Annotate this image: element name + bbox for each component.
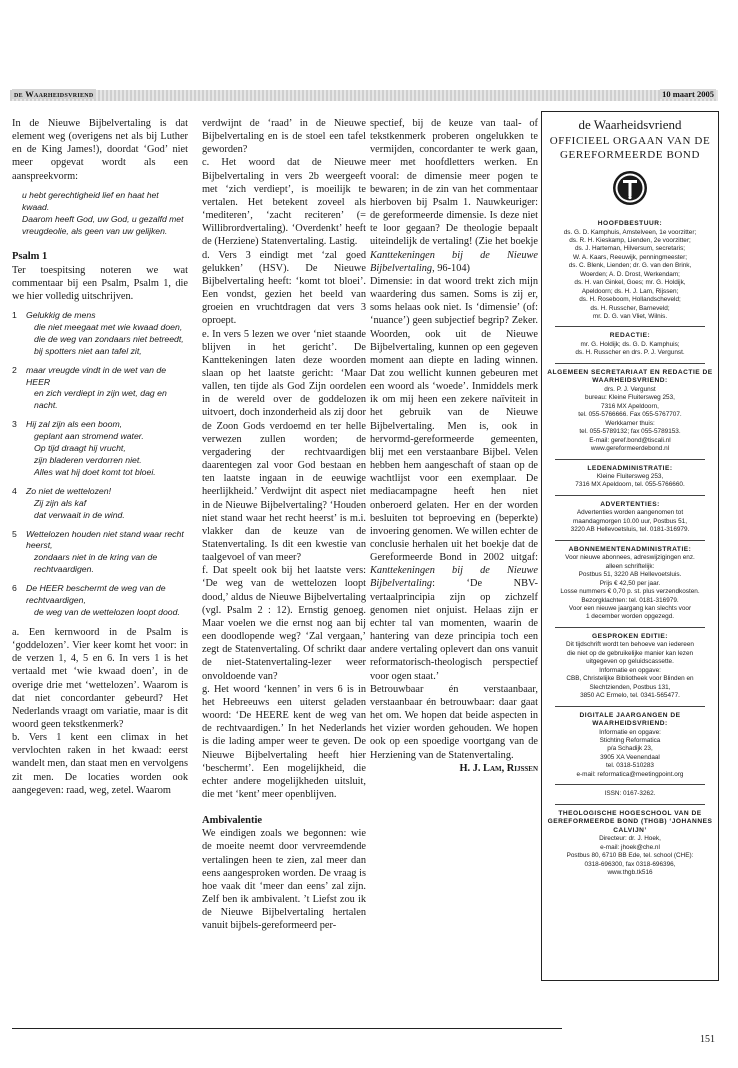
colophon-line: 3850 AC Ermelo, tel. 0341-565477. [580,692,680,700]
colophon-line: Prijs € 42,50 per jaar. [599,579,661,587]
verse-line: en zich verdiept in zijn wet, dag en nacht. [34,388,167,411]
colophon-section-heading: DIGITALE JAARGANGEN DE WAARHEIDSVRIEND: [579,711,681,728]
article-column-1 [12,117,188,797]
colophon-line: drs. P. J. Vergunst [604,385,656,393]
colophon-section [547,369,713,454]
dimension-paragraph: Dimensie: in dat woord trekt zich mijn waardering dus samen. Soms is zij er, soms helaas ook niet. Is ‘dimensie’ (of: ‘nuance’) geen subjectief begrip? Zeker. Woorden, ook uit de Nieuwe Bijbelvertaling, kunnen op een gegeven moment aan diepte en lading winnen. Dat zou wellicht kunnen gebeuren met een woord als ‘woede’. Inmiddels merk ik om mij heen een zekere naïviteit in het gebruik van de Nieuwe Bijbelvertaling. Men is, ook in hervormd-gereformeerde gemeenten, blij met een verstaanbare Bijbel. Velen hebben hem aangeschaft of staan op de wachtlijst voor een exemplaar. De mediacampagne heeft hen niet onberoerd gelaten. Her en der worden besluiten tot beproeving en (beperkte) invoering genomen. We willen echter de conclusie herhalen uit het boekje dat de Gereformeerde Bond in 2002 uitgaf: Kanttekeningen bij de Nieuwe Bijbelvertaling: ‘De NBV-vertaalprincipia zijn op zichzelf genomen niet onjuist. Helaas zijn er echter tal van momenten, waarin de hantering van deze principia toch een andere vertaling oplevert dan ons vanuit reformatorisch-theologisch perspectief voor ogen staat.’ [370,275,538,682]
colophon-line: E-mail: geref.bond@tiscali.nl [589,436,671,444]
verse-number: 4 [12,485,17,496]
colophon-line: Slechtzienden, Postbus 131, [589,683,671,691]
colophon-line: ds. H. Roseboom, Hollandscheveld; [579,296,681,304]
colophon-line: CBB, Christelijke Bibliotheek voor Blinden en [566,675,694,683]
colophon-line: maandagmorgen 10.00 uur, Postbus 51, [572,517,688,525]
colophon-line: tel. 055-5766666. Fax 055-5767707. [578,411,682,419]
verse-line: Alles wat hij doet komt tot bloei. [34,466,156,477]
verse-line: maar vreugde vindt in de wet van de HEER [26,364,167,387]
book-title: Kanttekeningen bij de Nieuwe Bijbelvertaling [370,565,538,590]
colophon-section-heading: ADVERTENTIES: [600,500,660,508]
colophon-line: 1 december worden opgezegd. [585,613,675,621]
colophon-section [547,465,713,490]
colophon-line: mr. G. Holdijk; ds. G. D. Kamphuis; [580,340,680,348]
gereformeerde-bond-logo-icon [612,170,648,206]
colophon-line: Postbus 80, 6710 BB Ede, tel. school (CHE): [566,852,694,860]
masthead: de Waarheidsvriend [14,89,94,99]
page-header [10,90,718,101]
subtitle-line: OFFICIEEL ORGAAN VAN DE [549,135,711,147]
comment-item-f: f. Dat speelt ook bij het laatste vers: ‘De weg van de wettelozen loopt dood,’ aldus de Nieuwe Bijbelvertaling (vgl. Psalm 2 : 12). Ernstig genoeg. Maar voelen we die ernst nog aan bij een doodlopende weg? ‘Zal vergaan,’ zegt de Statenvertaling. Of schrikt daar de niet-Statenvertaling-lezer weer onvoldoende van? [202,565,366,682]
colophon-line: e-mail: reformatica@meetingpoint.org [576,770,684,778]
comment-item-b: b. Vers 1 kent een climax in het vervlochten raken in het kwaad: eerst wandelt men, dan staat men en vervolgens zit men. De locaties worden ook aangegeven: raad, weg, zetel. Waarom [12,732,188,796]
colophon-section-heading: ALGEMEEN SECRETARIAAT EN REDACTIE DE WAARHEIDSVRIEND: [547,368,713,385]
page-number: 151 [700,1034,715,1045]
section-divider [555,706,705,707]
colophon-line: Informatie en opgave: [599,666,661,674]
colophon-line: 3905 XA Veenendaal [600,753,660,761]
section-heading-psalm-1: Psalm 1 [12,251,48,263]
verse-line: die niet meegaat met wie kwaad doen, [34,321,183,332]
colophon-line: ds. C. Blenk, Lienden; dr. G. van den Brink, [568,262,692,270]
psalm-verse [12,583,188,619]
colophon-line: 7316 MX Apeldoorn, tel. 055-5766660. [575,481,685,489]
colophon-line: Stichting Reformatica [599,737,661,745]
colophon-section [547,332,713,357]
section-heading-ambivalentie: Ambivalentie [202,815,263,827]
intro-paragraph: In de Nieuwe Bijbelvertaling is dat element weg (overigens net als bij Luther en de King James!), doordat ‘God’ niet meer opgevat wordt als een aanspreekvorm: [12,118,188,182]
colophon-line: 7316 MX Apeldoorn, [601,402,659,410]
verse-line: zijn bladeren verdorren niet. [34,455,142,465]
verse-number: 6 [12,583,17,594]
psalm-verse [12,529,188,577]
verse-line: Wettelozen houden niet stand waar recht heerst, [26,528,184,551]
psalm-intro-paragraph: Ter toespitsing noteren we wat commentaar bij een Psalm, Psalm 1, die we hier volledig uitschrijven. [12,264,188,302]
colophon-line: Kleine Fluitersweg 253, [596,473,664,481]
colophon-line: Apeldoorn; ds. H. J. Lam, Rijssen; [581,287,679,295]
colophon-line: ds. R. H. Kieskamp, Lienden, 2e voorzitter; [569,236,691,244]
colophon-section [547,712,713,780]
comment-item-e: e. In vers 5 lezen we over ‘niet staande blijven in het gericht’. De Kanttekeningen laten deze woorden slaan op het laatste gericht: ‘Maar vallen, ten tijde als God Zijn oordelen in de wereld over de goddelozen uitvoert, doch inzonderheid als zij door de Zoon Gods verdoemd en ter helle verwezen zullen worden; de vergadering der rechtvaardigen daarentegen zal voor God bestaan en ten laatste ingaan in de eeuwige heerlijkheid.’ Verdwijnt dit aspect niet in de Nieuwe Bijbelvertaling? ‘Houden niet stand waar het recht heerst’ is m.i. vlakker dan de keuze van de Statenvertaling. Is dit een kwestie van taalgevoel of van meer? [202,328,366,564]
verse-line: Zo niet de wettelozen! [26,485,111,496]
colophon-line: ds. H. Russcher, Barneveld; [590,304,670,312]
colophon-section-heading: REDACTIE: [609,332,651,340]
colophon-line: www.gereformeerdebond.nl [590,445,670,453]
verse-line: zondaars niet in de kring van de rechtvaardigen. [34,552,158,575]
colophon-section [547,633,713,701]
section-divider [555,540,705,541]
quote-line: u hebt gerechtigheid lief en haat het kwaad. [22,189,159,212]
colophon-line: 3220 AB Hellevoetsluis, tel. 0181-316979. [570,526,690,534]
ambivalentie-paragraph: We eindigen zoals we begonnen: wie de moeite neemt door vervreemdende vertalingen heen te zien, zal meer dan eens aangesproken worden. De vraag is hoe vaak dit ‘meer dan eens’ zal zijn. Zelf ben ik ambivalent. ’t Liefst zou ik de Nieuwe Bijbelvertaling hertalen vanuit bijbels-gereformeerd per- [202,828,366,932]
continuation-paragraph: verdwijnt de ‘raad’ in de Nieuwe Bijbelvertaling en is de stoel een tafel geworden? [202,118,366,156]
colophon-section-heading: THEOLOGISCHE HOGESCHOOL VAN DE GEREFORMEERDE BOND (THGB) ‘JOHANNES CALVIJN’ [547,809,713,834]
comment-item-c: c. Het woord dat de Nieuwe Bijbelvertaling in vers 2b weergeeft met ‘zich verdiept’, is moeilijk te vertalen. Het betekent zoveel als ‘mediteren’, ‘zacht reciteren’ (= Willibrordvertaling). ‘Overdenkt’ heeft de (Herziene) Statenvertaling. Lastig. [202,157,366,248]
subtitle-line: GEREFORMEERDE BOND [559,149,701,161]
section-divider [555,804,705,805]
comment-item-d: d. Vers 3 eindigt met ‘zal goed gelukken’ (HSV). De Nieuwe Bijbelvertaling heeft: ‘komt tot bloei’. Een vondst, gezien het beeld van groeien en vruchtdragen dat vers 3 oproept. [202,249,366,327]
colophon-line: Voor nieuwe abonnees, adreswijzigingen enz. [565,554,695,562]
perspective-paragraph: spectief, bij de keuze van taal- of tekstkenmerk proberen ongelukken te vermijden, concordanter te werk gaan, meer met hoofdletters werken. En vooral: de dimensie meer pogen te bewaren; in de zin van het commentaar hierboven bij Psalm 1. Nauwkeuriger: de gereformeerde dimensie. Is deze niet te loor gegaan? De theologie bepaalt uiteindelijk de vertaling! (Zie het boekje Kanttekeningen bij de Nieuwe Bijbelvertaling, 96-104) [370,118,538,274]
section-divider [555,784,705,785]
colophon-line: Losse nummers € 0,70 p. st. plus verzendkosten. Bezorgklachten: tel. 0181-316979. [560,588,700,604]
verse-line: die de weg van zondaars niet betreedt, [34,333,184,344]
colophon-section-heading: ABONNEMENTENADMINISTRATIE: [568,545,692,553]
colophon-line: bureau: Kleine Fluitersweg 253, [585,394,675,402]
section-divider [555,363,705,364]
colophon-line: Directeur: dr. J. Hoek, [599,835,661,843]
colophon-line: ds. J. Harteman, Hilversum, secretaris; [574,245,686,253]
verse-line: Gelukkig de mens [26,310,96,321]
colophon-section [547,220,713,321]
colophon-line: ISSN: 0167-3262. [604,790,656,798]
colophon-line: Advertenties worden aangenomen tot [576,509,684,517]
verse-number: 1 [12,310,17,321]
verse-line: Zij zijn als kaf [34,497,87,508]
colophon-line: 0318-696300, fax 0318-696396, [584,860,676,868]
comment-item-a: a. Een kernwoord in de Psalm is ‘goddelozen’. Vier keer komt het voor: in de verzen 1, 4, 5 en 6. In vers 1 is het vertaald met ‘wie kwaad doen’, in de overige drie met ‘wettelozen’. Waarom is dat niet concordanter gebeurd? Het Nederlands vraagt om variatie, maar is dit woord geen tekstkenmerk? [12,626,188,730]
colophon-line: www.thgb.tk516 [607,869,653,877]
colophon-line: Woerden; A. D. Drost, Werkendam; [580,270,680,278]
colophon-line: Werkkamer thuis: [605,419,655,427]
colophon-line: ds. H. van Ginkel, Goes; mr. G. Holdijk, [574,279,686,287]
verse-number: 3 [12,419,17,430]
psalm-45-quote [12,190,188,238]
article-column-3 [370,117,538,775]
colophon-line: uitgegeven op geluidscassette. [586,658,674,666]
verse-line: de weg van de wettelozen loopt dood. [34,606,180,617]
verse-line: Hij zal zijn als een boom, [26,419,123,430]
colophon-line: Dit tijdschrift wordt ten behoeve van iedereen [566,641,694,649]
verse-number: 5 [12,528,17,539]
verse-line: Op tijd draagt hij vrucht, [34,443,126,454]
colophon-sections [547,220,713,878]
colophon-line: Informatie en opgave: [599,728,661,736]
colophon-box [541,111,719,981]
colophon-line: tel. 0318-510283 [606,762,654,770]
verse-line: geplant aan stromend water. [34,431,144,442]
colophon-line: Postbus 51, 3220 AB Hellevoetsluis. [578,571,682,579]
verse-line: De HEER beschermt de weg van de rechtvaardigen, [26,583,166,606]
colophon-line: W. A. Kaars, Reeuwijk, penningmeester; [572,253,688,261]
colophon-line: mr. D. G. van Vliet, Wilnis. [592,313,668,321]
colophon-section [547,810,713,878]
book-title: Kanttekeningen bij de Nieuwe Bijbelvertaling [370,249,538,274]
colophon-line: die niet op de gebruikelijke manier kan lezen [566,649,694,657]
closing-paragraph: Betrouwbaar én verstaanbaar, verstaanbaar én betrouwbaar: daar gaat het om. We hopen dat beide aspecten in het vizier worden gehouden. We hopen ook op een spoedige voortgang van de Herziening van de Statenvertaling. [370,683,538,761]
colophon-line: alleen schriftelijk: [605,562,655,570]
psalm-verse [12,365,188,413]
psalm-1-text [12,310,188,619]
verse-number: 2 [12,364,17,375]
colophon-section-heading: HOOFDBESTUUR: [597,220,663,227]
section-divider [555,326,705,327]
colophon-line: Voor een nieuwe jaargang kan slechts voor [568,605,692,612]
section-divider [555,459,705,460]
psalm-verse [12,419,188,479]
quote-line: Daarom heeft God, uw God, u gezalfd met vreugdeolie, als geen van uw gelijken. [22,213,184,236]
colophon-section [547,501,713,535]
colophon-section-heading: LEDENADMINISTRATIE: [587,464,673,472]
colophon-line: ds. G. D. Kamphuis, Amstelveen, 1e voorzitter; [563,228,697,236]
section-divider [555,495,705,496]
section-divider [555,627,705,628]
verse-line: dat verwaait in de wind. [34,509,125,520]
bottom-rule [12,1028,562,1029]
colophon-subtitle [547,134,713,162]
issue-date: 10 maart 2005 [662,89,714,99]
colophon-line: tel. 055-5789132; fax 055-5789153. [579,428,681,436]
colophon-line: p/a Schadijk 23, [607,745,653,753]
article-column-2 [202,117,366,933]
psalm-verse [12,310,188,358]
psalm-verse [12,486,188,522]
colophon-line: ds. H. Russcher en drs. P. J. Vergunst. [575,349,685,357]
author-signature: H. J. Lam, Rijssen [459,762,538,774]
colophon-title: de Waarheidsvriend [578,117,682,132]
colophon-section-heading: GESPROKEN EDITIE: [592,632,668,640]
verse-line: bij spotters niet aan tafel zit, [34,345,142,356]
colophon-line: e-mail: jhoek@che.nl [600,843,660,851]
colophon-section [547,790,713,798]
comment-item-g: g. Het woord ‘kennen’ in vers 6 is in het Hebreeuws een uiterst geladen woord: ‘De HEERE kent de weg van de rechtvaardigen.’ In het Nederlands is die lading amper weer te geven. De Nieuwe Bijbelvertaling heeft hier ‘beschermt’. Een mogelijkheid, die echter andere mogelijkheden uitsluit, die met ‘kent’ meer openblijven. [202,683,366,800]
colophon-section [547,546,713,622]
